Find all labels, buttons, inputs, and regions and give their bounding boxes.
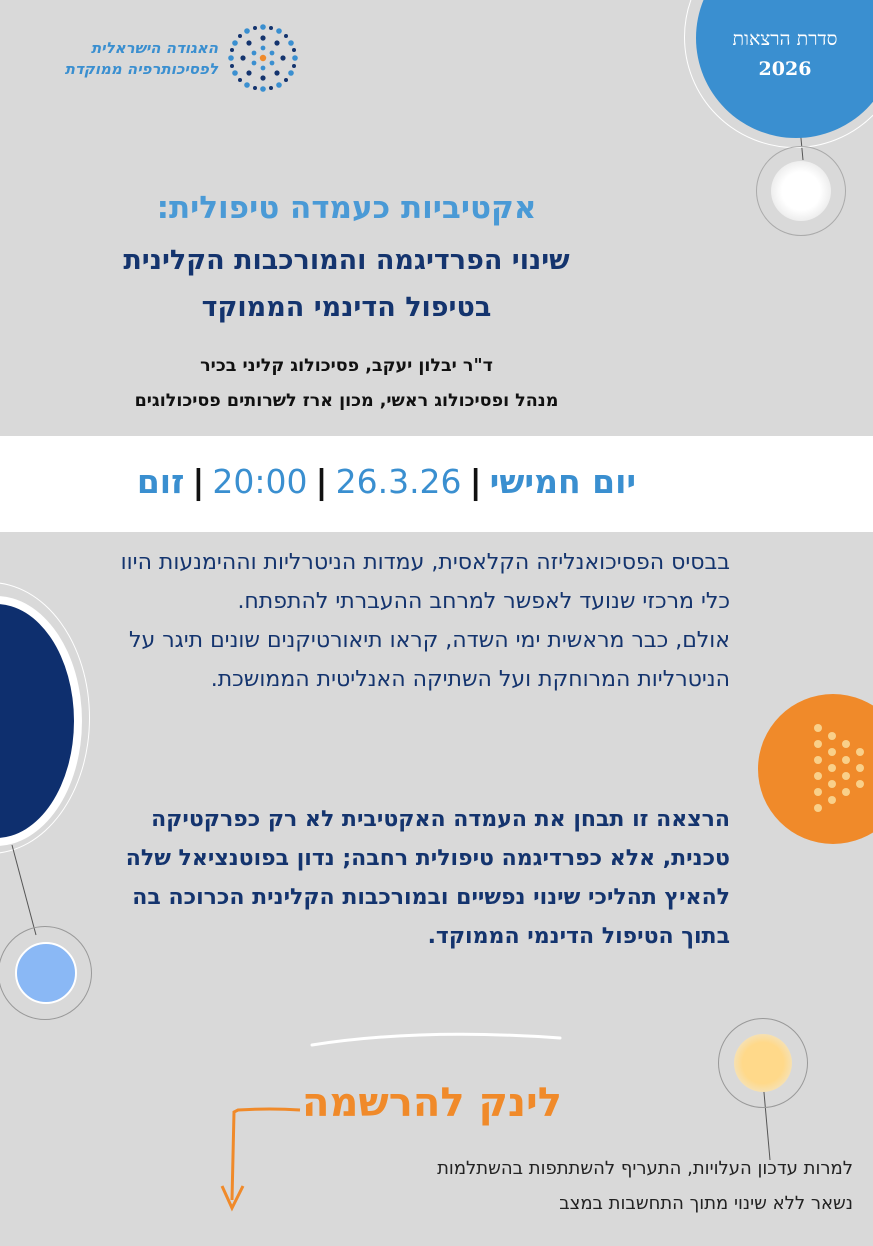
- event-platform: זום: [136, 462, 185, 501]
- series-title: סדרת הרצאות: [732, 28, 838, 50]
- decorative-dot-pattern: [800, 718, 873, 818]
- separator: |: [192, 462, 205, 501]
- description-paragraph-2: אולם, כבר מראשית ימי השדה, קראו תיאורטיקנים שונים תיגר על הניטרליות המרוחקת ועל השתיקה האנליטית הממושכת.: [128, 628, 730, 692]
- lecture-subtitle-line2: בטיפול הדינמי הממוקד: [201, 292, 492, 323]
- event-date: 26.3.26: [335, 462, 462, 501]
- event-day: יום חמישי: [489, 462, 637, 501]
- decorative-blue-circle: [15, 942, 77, 1004]
- event-time: 20:00: [212, 462, 308, 501]
- association-name-line1: האגודה הישראלית: [90, 39, 218, 57]
- event-details: [0, 462, 823, 501]
- decorative-yellow-circle: [734, 1034, 792, 1092]
- speaker-name: ד"ר יבלון יעקב, פסיכולוג קליני בכיר: [200, 356, 493, 376]
- description-paragraph-1: בבסיס הפסיכואנליזה הקלאסית, עמדות הניטרליות וההימנעות היוו כלי מרכזי שנועד לאפשר למרחב ההעברתי להתפתח.: [120, 550, 730, 614]
- footnote-line1: למרות עדכון העלויות, התעריף להשתתפות בהשתלמות: [437, 1158, 853, 1179]
- lecture-subtitle-line1: שינוי הפרדיגמה והמורכבות הקלינית: [123, 245, 570, 276]
- lecture-title: אקטיביות כעמדה טיפולית:: [156, 190, 537, 226]
- description-text: [90, 543, 730, 699]
- footnote-line2: נשאר ללא שינוי מתוך התחשבות במצב: [559, 1193, 853, 1214]
- speaker-position: מנהל ופסיכולוג ראשי, מכון ארז לשרותים פסיכולוגים: [134, 391, 559, 411]
- association-name-line2: לפסיכותרפיה ממוקדת: [64, 60, 218, 78]
- association-name: [38, 38, 218, 80]
- description-paragraph-3: הרצאה זו תבחן את העמדה האקטיבית לא רק כפרקטיקה טכנית, אלא כפרדיגמה טיפולית רחבה; נדון בפוטנציאל שלה להאיץ תהליכי שינוי נפשיים ובמורכבות הקלינית הכרוכה בה בתוך הטיפול הדינמי הממוקד.: [125, 807, 730, 949]
- registration-link[interactable]: לינק להרשמה: [302, 1080, 562, 1126]
- series-year: 2026: [758, 58, 812, 80]
- association-logo-icon: [222, 18, 304, 98]
- separator: |: [315, 462, 328, 501]
- separator: |: [469, 462, 482, 501]
